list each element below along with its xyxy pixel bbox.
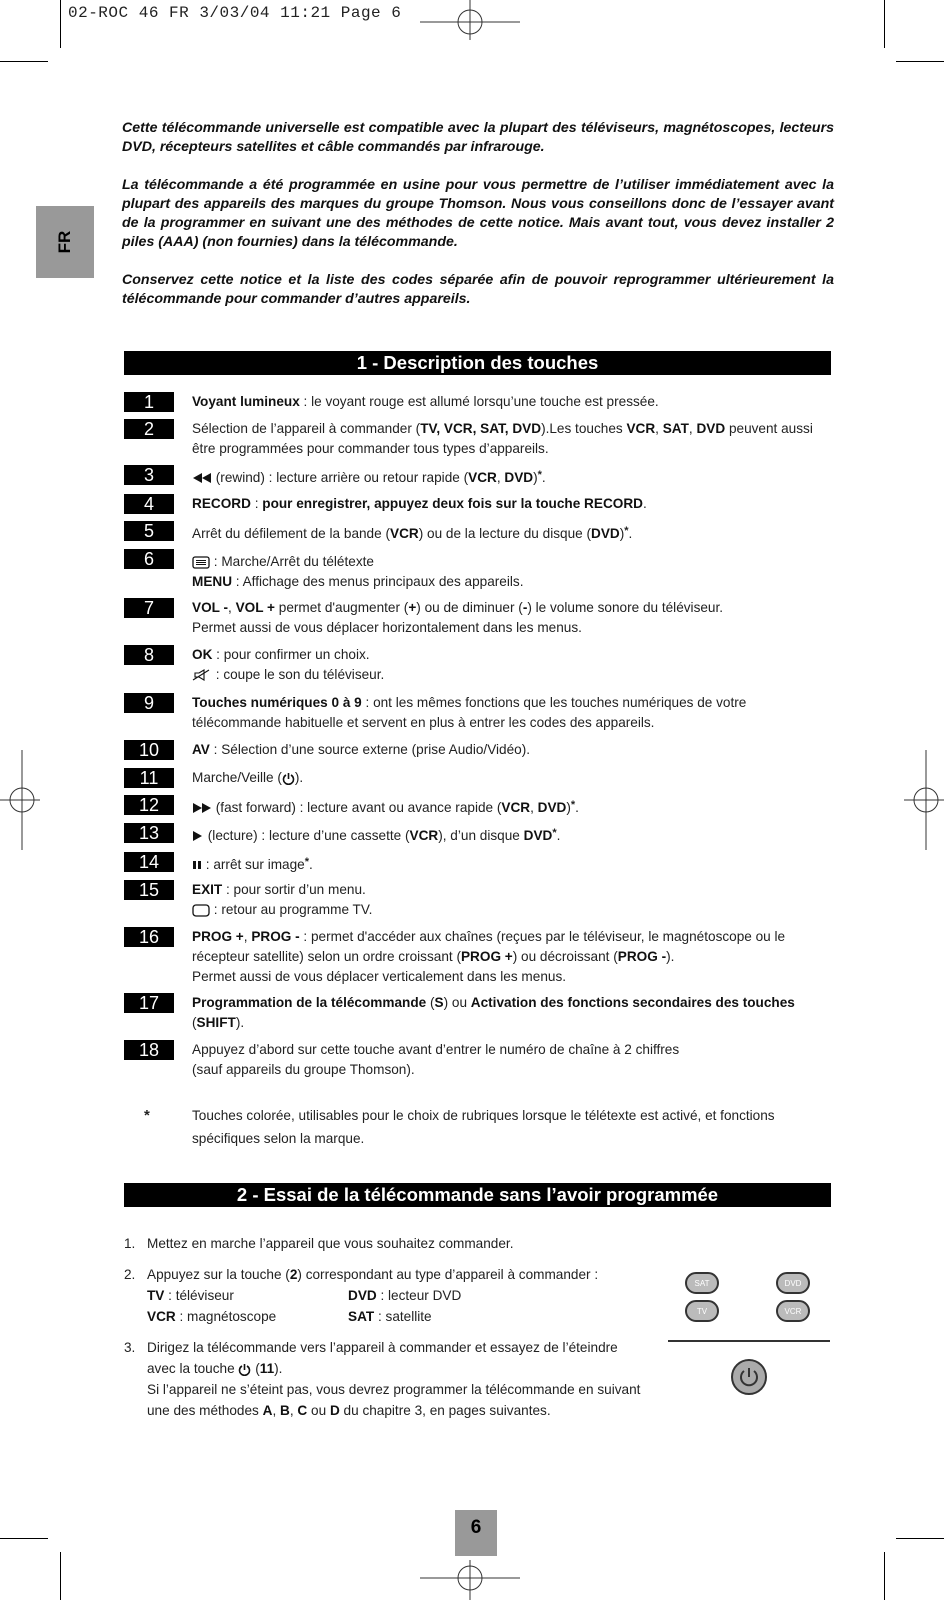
print-header: 02-ROC 46 FR 3/03/04 11:21 Page 6 [68, 4, 402, 22]
step-3-number: 3. [124, 1340, 136, 1355]
intro-paragraph-2: La télécommande a été programmée en usine pour vous permettre de l’utiliser immédiatement avec la plupart des appareils des marques du groupe Thomson. Nous vous conseillons donc de l’essayer avant de la programmer en suivant une des méthodes de cette notice. Mais avant tout, vous devez installer 2 piles (AAA) (non fournies) dans la télécommande. [122, 177, 834, 250]
section-1-heading: 1 - Description des touches [124, 351, 831, 375]
item-12-description: (fast forward) : lecture avant ou avance rapide (VCR, DVD)*. [192, 795, 832, 818]
item-14-description: : arrêt sur image*. [192, 852, 832, 875]
crop-mark [60, 0, 61, 48]
item-3-description: (rewind) : lecture arrière ou retour rapide (VCR, DVD)*. [192, 465, 832, 488]
item-2-description: Sélection de l’appareil à commander (TV, VCR, SAT, DVD).Les touches VCR, SAT, DVD peuvent aussi être programmées pour commander tous types d’appareils. [192, 421, 813, 456]
key-number: 8 [124, 645, 174, 665]
play-icon [192, 831, 204, 841]
item-4-description: RECORD : pour enregistrer, appuyez deux fois sur la touche RECORD. [192, 496, 647, 511]
device-dvd: DVD : lecteur DVD [348, 1288, 462, 1303]
key-number: 12 [124, 795, 174, 815]
vcr-button-illustration: VCR [776, 1300, 810, 1322]
footnote-text: Touches colorée, utilisables pour le choix de rubriques lorsque le télétexte est activé, et fonctions spécifiques selon la marque. [192, 1108, 775, 1146]
crop-mark [60, 1552, 61, 1600]
item-18-description: Appuyez d’abord sur cette touche avant d’entrer le numéro de chaîne à 2 chiffres (sauf appareils du groupe Thomson). [192, 1042, 680, 1077]
device-tv: TV : téléviseur [147, 1288, 234, 1303]
item-6-description: : Marche/Arrêt du télétexte MENU : Affichage des menus principaux des appareils. [192, 554, 524, 589]
power-icon [282, 772, 295, 785]
item-9-description: Touches numériques 0 à 9 : ont les mêmes fonctions que les touches numériques de votre télécommande habituelle et servent en plus à entrer les codes des appareils. [192, 695, 747, 730]
item-16-description: PROG +, PROG - : permet d'accéder aux chaînes (reçues par le téléviseur, le magnétoscope ou le récepteur satellite) selon un ordre croissant (PROG +) ou décroissant (PROG -). Permet aussi de vous déplacer verticalement dans les menus. [192, 929, 786, 984]
fast-forward-icon [192, 803, 212, 813]
language-tab [36, 206, 94, 278]
crop-mark [884, 1552, 885, 1600]
tv-button-illustration: TV [685, 1300, 719, 1322]
crop-mark [884, 0, 885, 48]
key-number: 11 [124, 768, 174, 788]
key-number: 15 [124, 880, 174, 900]
step-1-number: 1. [124, 1236, 136, 1251]
tv-icon [192, 904, 210, 917]
dvd-button-illustration: DVD [776, 1272, 810, 1294]
footnote-mark: * [144, 1107, 150, 1124]
registration-mark-top [420, 0, 520, 40]
teletext-icon [192, 556, 210, 569]
key-number: 1 [124, 392, 174, 412]
sat-button-illustration: SAT [685, 1272, 719, 1294]
key-number: 4 [124, 494, 174, 514]
item-5-description: Arrêt du défilement de la bande (VCR) ou de la lecture du disque (DVD)*. [192, 525, 633, 541]
step-3-text: Dirigez la télécommande vers l’appareil à commander et essayez de l’éteindre avec la touche (11). Si l’appareil ne s’éteint pas, vous devrez programmer la télécommande en suivant une des méthodes A, B, C ou D du chapitre 3, en pages suivantes. [147, 1340, 641, 1418]
key-number: 16 [124, 927, 174, 947]
item-15-description: EXIT : pour sortir d’un menu. : retour au programme TV. [192, 882, 373, 917]
rewind-icon [192, 473, 212, 483]
power-button-illustration [730, 1358, 768, 1396]
pause-icon [192, 860, 202, 870]
registration-mark-left [0, 750, 40, 850]
registration-mark-right [904, 750, 944, 850]
key-number: 6 [124, 549, 174, 569]
crop-mark [896, 1538, 944, 1539]
key-number: 9 [124, 693, 174, 713]
key-number: 3 [124, 465, 174, 485]
device-vcr: VCR : magnétoscope [147, 1309, 277, 1324]
key-number: 14 [124, 852, 174, 872]
power-icon [238, 1363, 251, 1376]
key-number: 5 [124, 521, 174, 541]
item-8-description: OK : pour confirmer un choix. : coupe le son du téléviseur. [192, 647, 385, 682]
key-number: 17 [124, 993, 174, 1013]
device-sat: SAT : satellite [348, 1309, 432, 1324]
key-number: 18 [124, 1040, 174, 1060]
key-number: 13 [124, 823, 174, 843]
page-number: 6 [455, 1510, 497, 1556]
crop-mark [896, 61, 944, 62]
key-number: 2 [124, 419, 174, 439]
intro-paragraph-3: Conservez cette notice et la liste des codes séparée afin de pouvoir reprogrammer ultérieurement la télécommande pour commander d’autres appareils. [122, 272, 834, 307]
step-1-text: Mettez en marche l’appareil que vous souhaitez commander. [147, 1236, 514, 1251]
intro-paragraph-1: Cette télécommande universelle est compatible avec la plupart des téléviseurs, magnétoscopes, lecteurs DVD, récepteurs satellites et câble commandés par infrarouge. [122, 120, 834, 155]
item-17-description: Programmation de la télécommande (S) ou Activation des fonctions secondaires des touches (SHIFT). [192, 995, 795, 1030]
key-number: 10 [124, 740, 174, 760]
section-2-heading: 2 - Essai de la télécommande sans l’avoir programmée [124, 1183, 831, 1207]
item-1-description: Voyant lumineux : le voyant rouge est allumé lorsqu’une touche est pressée. [192, 394, 659, 409]
item-7-description: VOL -, VOL + permet d'augmenter (+) ou de diminuer (-) le volume sonore du téléviseur. Permet aussi de vous déplacer horizontalement dans les menus. [192, 600, 724, 635]
crop-mark [0, 1538, 48, 1539]
step-2-text: Appuyez sur la touche (2) correspondant au type d’appareil à commander : [147, 1267, 599, 1282]
crop-mark [0, 61, 48, 62]
language-tab-label: FR [55, 230, 74, 254]
remote-divider [668, 1340, 830, 1342]
registration-mark-bottom [420, 1560, 520, 1600]
mute-icon [192, 669, 212, 681]
item-10-description: AV : Sélection d’une source externe (prise Audio/Vidéo). [192, 742, 531, 757]
item-11-description: Marche/Veille ( ). [192, 770, 304, 785]
item-13-description: (lecture) : lecture d’une cassette (VCR), d’un disque DVD*. [192, 823, 832, 846]
key-number: 7 [124, 598, 174, 618]
step-2-number: 2. [124, 1267, 136, 1282]
